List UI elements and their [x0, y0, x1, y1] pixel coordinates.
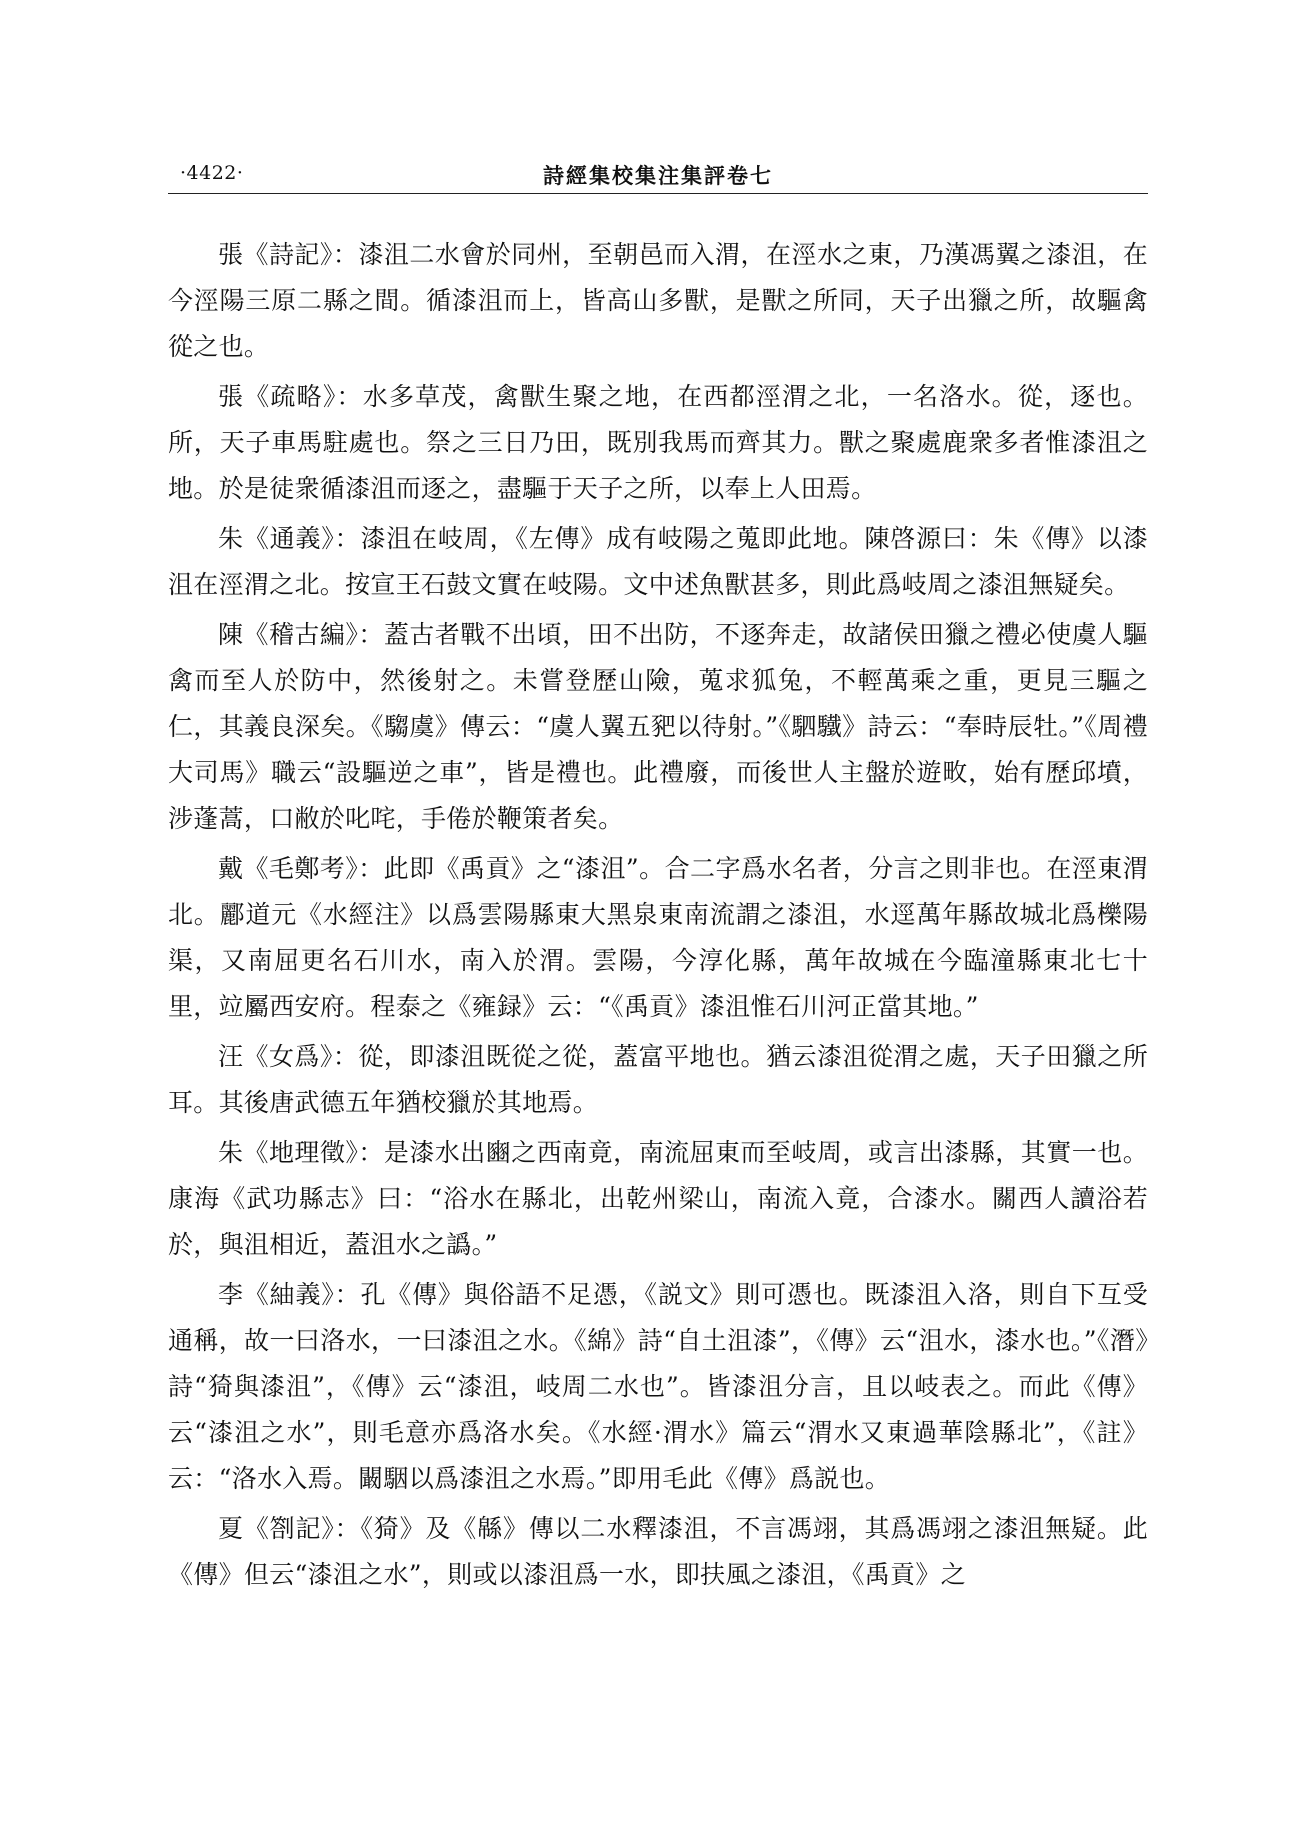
paragraph: 戴《毛鄭考》：此即《禹貢》之“漆沮”。合二字爲水名者，分言之則非也。在涇東渭北。酈道元《水經注》以爲雲陽縣東大黑泉東南流謂之漆沮，水逕萬年縣故城北爲櫟陽渠，又南屈更名石川水，南入於渭。雲陽，今淳化縣，萬年故城在今臨潼縣東北七十里，竝屬西安府。程泰之《雍録》云：“《禹貢》漆沮惟石川河正當其地。”: [168, 854, 1148, 1021]
paragraph: 張《疏略》：水多草茂，禽獸生聚之地，在西都涇渭之北，一名洛水。從，逐也。所，天子車馬駐處也。祭之三日乃田，既別我馬而齊其力。獸之聚處鹿衆多者惟漆沮之地。於是徒衆循漆沮而逐之，盡驅于天子之所，以奉上人田焉。: [168, 382, 1148, 503]
paragraph: 汪《女爲》：從，即漆沮既從之從，蓋富平地也。猶云漆沮從渭之處，天子田獵之所耳。其後唐武德五年猶校獵於其地焉。: [168, 1042, 1148, 1117]
page-number: ·4422·: [180, 162, 244, 184]
paragraph: 夏《劄記》：《猗》及《緜》傳以二水釋漆沮，不言馮翊，其爲馮翊之漆沮無疑。此《傳》但云“漆沮之水”，則或以漆沮爲一水，即扶風之漆沮，《禹貢》之: [168, 1514, 1148, 1589]
running-title: 詩經集校集注集評卷七: [543, 163, 773, 188]
page-header: [168, 150, 1148, 194]
paragraph: 李《紬義》：孔《傳》與俗語不足憑，《説文》則可憑也。既漆沮入洛，則自下互受通稱，故一曰洛水，一曰漆沮之水。《綿》詩“自土沮漆”，《傳》云“沮水，漆水也。”《潛》詩“猗與漆沮”，《傳》云“漆沮，岐周二水也”。皆漆沮分言，且以岐表之。而此《傳》云“漆沮之水”，則毛意亦爲洛水矣。《水經·渭水》篇云“渭水又東過華陰縣北”，《註》云：“洛水入焉。闞駰以爲漆沮之水焉。”即用毛此《傳》爲説也。: [168, 1280, 1148, 1493]
paragraph: 陳《稽古編》：蓋古者戰不出頃，田不出防，不逐奔走，故諸侯田獵之禮必使虞人驅禽而至人於防中，然後射之。未嘗登歷山險，蒐求狐兔，不輕萬乘之重，更見三驅之仁，其義良深矣。《騶虞》傳云：“虞人翼五豝以待射。”《駟驖》詩云：“奉時辰牡。”《周禮大司馬》職云“設驅逆之車”，皆是禮也。此禮廢，而後世人主盤於遊畋，始有歷邱墳，涉蓬蒿，口敝於叱咤，手倦於鞭策者矣。: [168, 620, 1148, 833]
paragraph: 朱《地理徵》：是漆水出豳之西南竟，南流屈東而至岐周，或言出漆縣，其實一也。康海《武功縣志》曰：“浴水在縣北，出乾州梁山，南流入竟，合漆水。關西人讀浴若於，與沮相近，蓋沮水之譌。”: [168, 1138, 1148, 1259]
body-text: [168, 232, 1148, 1602]
paragraph: 張《詩記》：漆沮二水會於同州，至朝邑而入渭，在涇水之東，乃漢馮翼之漆沮，在今涇陽三原二縣之間。循漆沮而上，皆高山多獸，是獸之所同，天子出獵之所，故驅禽從之也。: [168, 240, 1148, 361]
paragraph: 朱《通義》：漆沮在岐周，《左傳》成有岐陽之蒐即此地。陳啓源曰：朱《傳》以漆沮在涇渭之北。按宣王石鼓文實在岐陽。文中述魚獸甚多，則此爲岐周之漆沮無疑矣。: [168, 524, 1148, 599]
header-rule: [168, 193, 1148, 194]
